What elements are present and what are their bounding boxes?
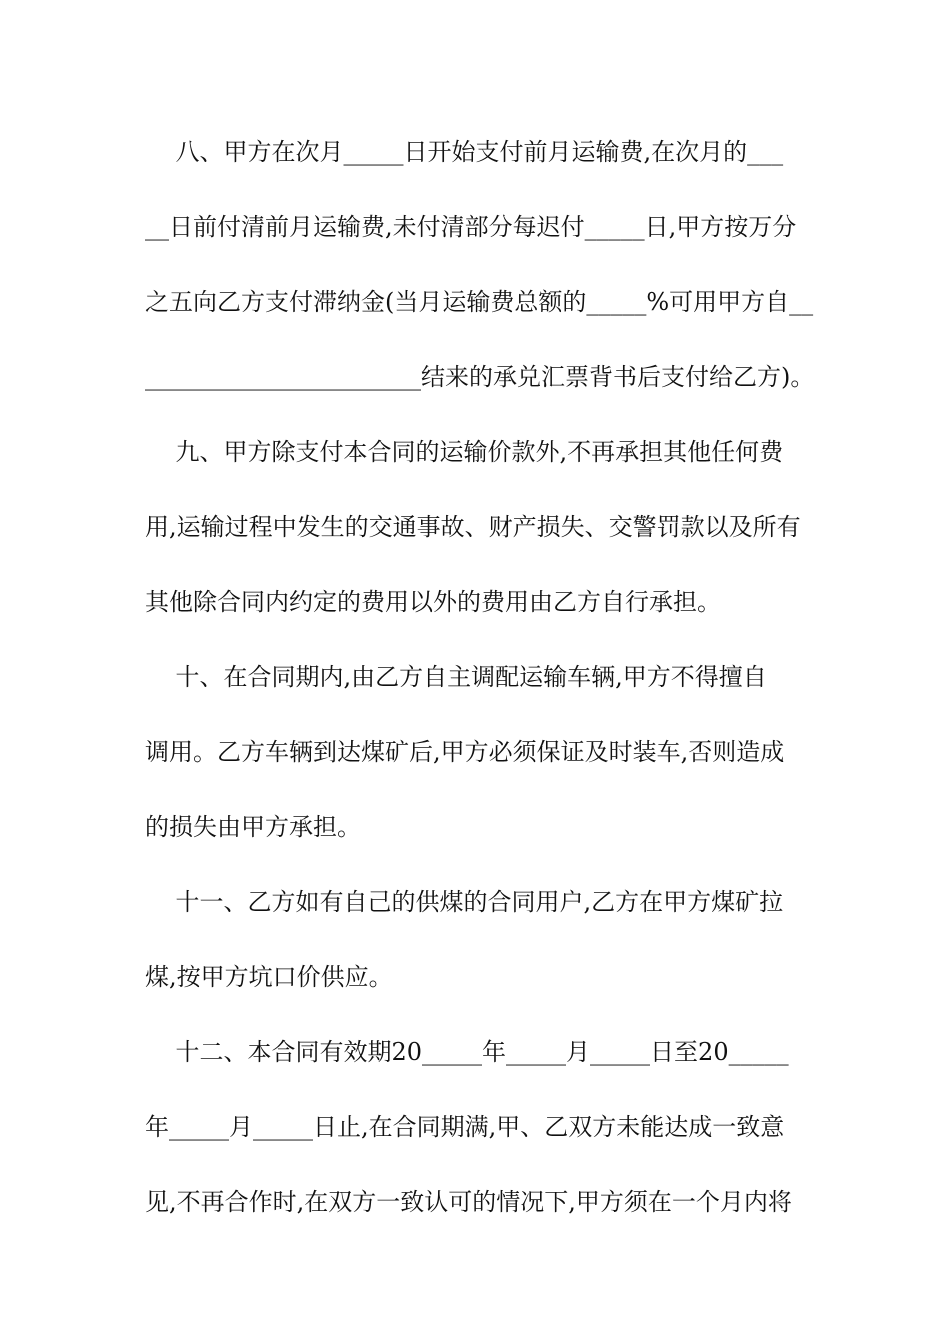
text-line: 十一、乙方如有自己的供煤的合同用户,乙方在甲方煤矿拉 bbox=[145, 888, 784, 916]
text-line: 其他除合同内约定的费用以外的费用由乙方自行承担。 bbox=[145, 588, 721, 616]
text-line: __日前付清前月运输费,未付清部分每迟付_____日,甲方按万分 bbox=[145, 213, 797, 241]
text-line: 之五向乙方支付滞纳金(当月运输费总额的_____%可用甲方自__ bbox=[145, 288, 814, 316]
text-line: 调用。乙方车辆到达煤矿后,甲方必须保证及时装车,否则造成 bbox=[145, 738, 785, 766]
text-line: 用,运输过程中发生的交通事故、财产损失、交警罚款以及所有 bbox=[145, 513, 801, 541]
text-line: 年_____月_____日止,在合同期满,甲、乙双方未能达成一致意 bbox=[145, 1113, 785, 1141]
text-line: 煤,按甲方坑口价供应。 bbox=[145, 963, 393, 991]
text-line: 八、甲方在次月_____日开始支付前月运输费,在次月的___ bbox=[145, 138, 784, 166]
text-line: 十二、本合同有效期20_____年_____月_____日至20_____ bbox=[145, 1038, 789, 1066]
text-line: 九、甲方除支付本合同的运输价款外,不再承担其他任何费 bbox=[145, 438, 784, 466]
text-line: 的损失由甲方承担。 bbox=[145, 813, 361, 841]
text-line: _______________________结来的承兑汇票背书后支付给乙方)。 bbox=[145, 363, 815, 391]
text-line: 十、在合同期内,由乙方自主调配运输车辆,甲方不得擅自 bbox=[145, 663, 767, 691]
text-line: 见,不再合作时,在双方一致认可的情况下,甲方须在一个月内将 bbox=[145, 1188, 792, 1216]
